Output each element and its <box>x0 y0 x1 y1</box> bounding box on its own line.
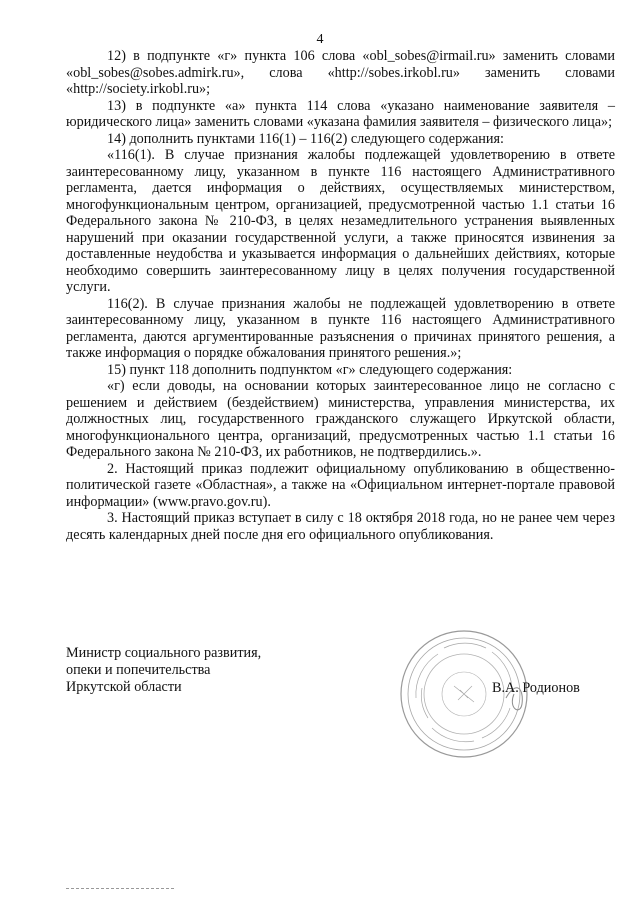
paragraph-item-15: 15) пункт 118 дополнить подпунктом «г» следующего содержания: <box>107 361 513 378</box>
paragraph-116-1: «116(1). В случае признания жалобы подлежащей удовлетворению в ответе заинтересованному лицу, указанном в пункте 116 настоящего Административного регламента, дается информация о действиях, осуществляемых министерством, многофункциональным центром, организацией, предусмотренной частью 1.1 статьи 16 Федерального закона № 210-ФЗ, в целях незамедлительного устранения выявленных нарушений при оказании государственной услуги, а также приносятся извинения за доставленные неудобства и указывается информация о дальнейших действиях, которые необходимо совершить заинтересованному лицу в целях получения государственной услуги. <box>66 147 615 295</box>
signer-name: В.А. Родионов <box>492 680 580 696</box>
paragraph-subitem-g: «г) если доводы, на основании которых заинтересованное лицо не согласно с решением и действием (бездействием) министерства, управления министерства, их должностных лиц, государственного гражданского служащего Иркутской области, многофункционального центра, организаций, предусмотренных частью 1.1 статьи 16 Федерального закона № 210-ФЗ, их работников, не подтвердились.». <box>66 378 615 460</box>
paragraph-effective-date: 3. Настоящий приказ вступает в силу с 18 октября 2018 года, но не ранее чем через десять календарных дней после дня его официального опубликования. <box>66 510 615 543</box>
paragraph-item-13: 13) в подпункте «а» пункта 114 слова «указано наименование заявителя – юридического лица» заменить словами «указана фамилия заявителя – физического лица»; <box>66 97 615 130</box>
paragraph-item-14: 14) дополнить пунктами 116(1) – 116(2) следующего содержания: <box>107 130 504 147</box>
signature-title-line: Министр социального развития, <box>66 645 262 661</box>
paragraph-116-2: 116(2). В случае признания жалобы не подлежащей удовлетворению в ответе заинтересованному лицу, указанном в пункте 116 настоящего Административного регламента, даются аргументированные разъяснения о причинах принятого решения, а также информация о порядке обжалования принятого решения.»; <box>66 295 615 361</box>
paragraph-item-12: 12) в подпункте «г» пункта 106 слова «obl_sobes@irmail.ru» заменить словами «obl_sobes@sobes.admirk.ru», слова «http://sobes.irkobl.ru» заменить словами «http://society.irkobl.ru»; <box>66 48 615 97</box>
signature-title-line: Иркутской области <box>66 679 182 695</box>
signature-title <box>66 645 261 696</box>
paragraph-publication: 2. Настоящий приказ подлежит официальному опубликованию в общественно-политической газете «Областная», а также на «Официальном интернет-портале правовой информации» (www.pravo.gov.ru). <box>66 460 615 510</box>
document-body <box>66 48 615 543</box>
footer-divider <box>66 888 174 889</box>
signature-title-line: опеки и попечительства <box>66 662 211 678</box>
page-number: 4 <box>316 32 324 47</box>
